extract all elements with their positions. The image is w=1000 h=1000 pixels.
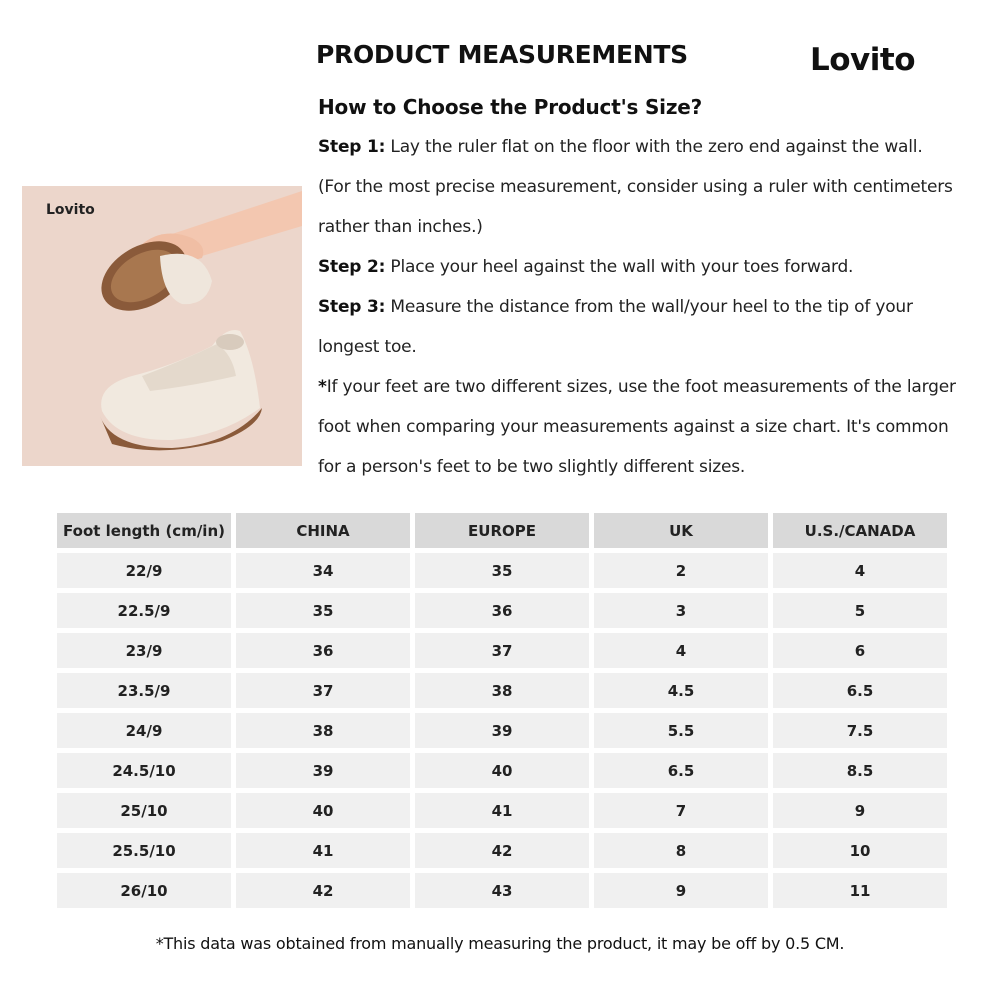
column-header: UK <box>594 513 768 548</box>
step-text: Place your heel against the wall with your toes forward. <box>385 257 854 277</box>
table-cell: 41 <box>415 793 589 828</box>
table-cell: 36 <box>236 633 410 668</box>
table-cell: 26/10 <box>57 873 231 908</box>
table-row <box>57 833 947 868</box>
table-cell: 42 <box>236 873 410 908</box>
column-header: U.S./CANADA <box>773 513 947 548</box>
table-cell: 37 <box>415 633 589 668</box>
table-cell: 4.5 <box>594 673 768 708</box>
step-label: Step 2: <box>318 257 386 277</box>
guide-heading: How to Choose the Product's Size? <box>318 95 703 119</box>
table-cell: 25/10 <box>57 793 231 828</box>
table-cell: 11 <box>773 873 947 908</box>
table-cell: 40 <box>236 793 410 828</box>
table-cell: 35 <box>236 593 410 628</box>
step-3 <box>318 287 958 367</box>
page-title: PRODUCT MEASUREMENTS <box>316 40 688 69</box>
step-2 <box>318 247 958 287</box>
table-cell: 36 <box>415 593 589 628</box>
table-cell: 2 <box>594 553 768 588</box>
table-header-row <box>57 513 947 548</box>
table-cell: 4 <box>594 633 768 668</box>
table-cell: 22.5/9 <box>57 593 231 628</box>
table-cell: 34 <box>236 553 410 588</box>
product-photo <box>22 186 302 466</box>
step-1 <box>318 127 958 247</box>
table-row <box>57 553 947 588</box>
table-cell: 35 <box>415 553 589 588</box>
table-row <box>57 673 947 708</box>
shoe-illustration <box>22 186 302 466</box>
size-chart-table <box>52 508 952 913</box>
table-cell: 23.5/9 <box>57 673 231 708</box>
step-label: * <box>318 377 327 397</box>
table-cell: 39 <box>236 753 410 788</box>
table-cell: 24.5/10 <box>57 753 231 788</box>
table-cell: 7.5 <box>773 713 947 748</box>
table-cell: 38 <box>415 673 589 708</box>
table-cell: 6.5 <box>594 753 768 788</box>
step-note <box>318 367 958 487</box>
footnote: *This data was obtained from manually measuring the product, it may be off by 0.5 CM. <box>155 934 845 953</box>
table-cell: 9 <box>594 873 768 908</box>
table-cell: 10 <box>773 833 947 868</box>
shoe-upper-shape <box>160 254 212 304</box>
table-cell: 6.5 <box>773 673 947 708</box>
table-row <box>57 593 947 628</box>
step-label: Step 3: <box>318 297 386 317</box>
table-cell: 8.5 <box>773 753 947 788</box>
column-header: Foot length (cm/in) <box>57 513 231 548</box>
step-text: Lay the ruler flat on the floor with the zero end against the wall. (For the most precise measurement, consider using a ruler with centimeters rather than inches.) <box>318 137 953 237</box>
table-cell: 37 <box>236 673 410 708</box>
table-row <box>57 753 947 788</box>
brand-logo: Lovito <box>810 42 916 78</box>
table-cell: 38 <box>236 713 410 748</box>
table-cell: 41 <box>236 833 410 868</box>
table-row <box>57 793 947 828</box>
table-cell: 39 <box>415 713 589 748</box>
table-cell: 40 <box>415 753 589 788</box>
step-text: Measure the distance from the wall/your heel to the tip of your longest toe. <box>318 297 913 357</box>
table-cell: 7 <box>594 793 768 828</box>
table-row <box>57 633 947 668</box>
table-cell: 43 <box>415 873 589 908</box>
table-cell: 42 <box>415 833 589 868</box>
table-cell: 4 <box>773 553 947 588</box>
step-text: If your feet are two different sizes, use the foot measurements of the larger foot when comparing your measurements against a size chart. It's common for a person's feet to be two slightly different sizes. <box>318 377 956 477</box>
column-header: EUROPE <box>415 513 589 548</box>
shoe-opening-shape <box>216 334 244 350</box>
table-cell: 24/9 <box>57 713 231 748</box>
table-cell: 5.5 <box>594 713 768 748</box>
photo-logo: Lovito <box>46 202 95 218</box>
table-row <box>57 873 947 908</box>
table-cell: 3 <box>594 593 768 628</box>
guide-steps <box>318 127 958 487</box>
column-header: CHINA <box>236 513 410 548</box>
step-label: Step 1: <box>318 137 386 157</box>
table-cell: 9 <box>773 793 947 828</box>
table-cell: 8 <box>594 833 768 868</box>
table-row <box>57 713 947 748</box>
table-cell: 23/9 <box>57 633 231 668</box>
table-cell: 25.5/10 <box>57 833 231 868</box>
table-cell: 5 <box>773 593 947 628</box>
table-cell: 22/9 <box>57 553 231 588</box>
table-cell: 6 <box>773 633 947 668</box>
